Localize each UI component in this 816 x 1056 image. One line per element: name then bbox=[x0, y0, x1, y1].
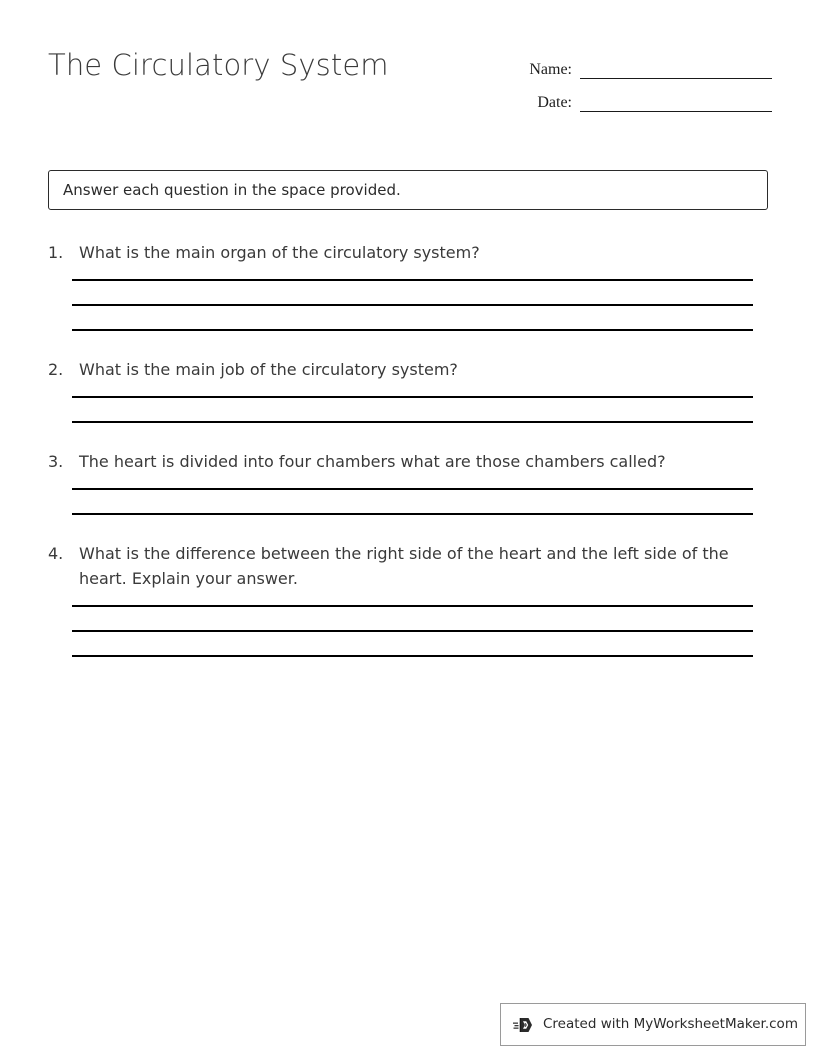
question-item bbox=[0, 357, 816, 423]
date-field-label: Date: bbox=[537, 94, 572, 111]
question-heading bbox=[0, 541, 816, 591]
answer-line[interactable] bbox=[72, 655, 753, 657]
question-item bbox=[0, 449, 816, 515]
question-number: 4. bbox=[48, 544, 64, 563]
question-item bbox=[0, 240, 816, 331]
answer-line[interactable] bbox=[72, 396, 753, 398]
footer-credit-badge[interactable] bbox=[500, 1003, 806, 1046]
name-input-line[interactable] bbox=[580, 77, 772, 79]
answer-line[interactable] bbox=[72, 304, 753, 306]
answer-line[interactable] bbox=[72, 279, 753, 281]
question-heading bbox=[0, 449, 816, 474]
answer-lines bbox=[0, 488, 816, 515]
question-item bbox=[0, 541, 816, 657]
question-heading bbox=[0, 240, 816, 265]
page-title: The Circulatory System bbox=[48, 48, 389, 82]
question-number: 1. bbox=[48, 243, 64, 262]
question-text: What is the difference between the right side of the heart and the left side of the heart. Explain your answer. bbox=[79, 544, 729, 588]
date-field-row bbox=[500, 81, 772, 114]
question-number: 3. bbox=[48, 452, 64, 471]
answer-line[interactable] bbox=[72, 630, 753, 632]
question-text: The heart is divided into four chambers what are those chambers called? bbox=[79, 452, 666, 471]
name-field-label: Name: bbox=[529, 61, 572, 78]
answer-lines bbox=[0, 605, 816, 657]
footer-credit-text: Created with MyWorksheetMaker.com bbox=[543, 1015, 798, 1032]
worksheet-header bbox=[0, 0, 816, 140]
answer-lines bbox=[0, 279, 816, 331]
answer-line[interactable] bbox=[72, 488, 753, 490]
name-date-fields bbox=[500, 48, 772, 114]
answer-line[interactable] bbox=[72, 329, 753, 331]
question-heading bbox=[0, 357, 816, 382]
question-list bbox=[0, 240, 816, 683]
instruction-box bbox=[48, 170, 768, 210]
name-field-row bbox=[500, 48, 772, 81]
answer-line[interactable] bbox=[72, 421, 753, 423]
question-text: What is the main organ of the circulatory system? bbox=[79, 243, 480, 262]
answer-line[interactable] bbox=[72, 605, 753, 607]
answer-line[interactable] bbox=[72, 513, 753, 515]
question-text: What is the main job of the circulatory system? bbox=[79, 360, 458, 379]
myworksheetmaker-logo-icon bbox=[513, 1014, 535, 1036]
question-number: 2. bbox=[48, 360, 64, 379]
instruction-text: Answer each question in the space provided. bbox=[63, 181, 401, 199]
date-input-line[interactable] bbox=[580, 110, 772, 112]
answer-lines bbox=[0, 396, 816, 423]
